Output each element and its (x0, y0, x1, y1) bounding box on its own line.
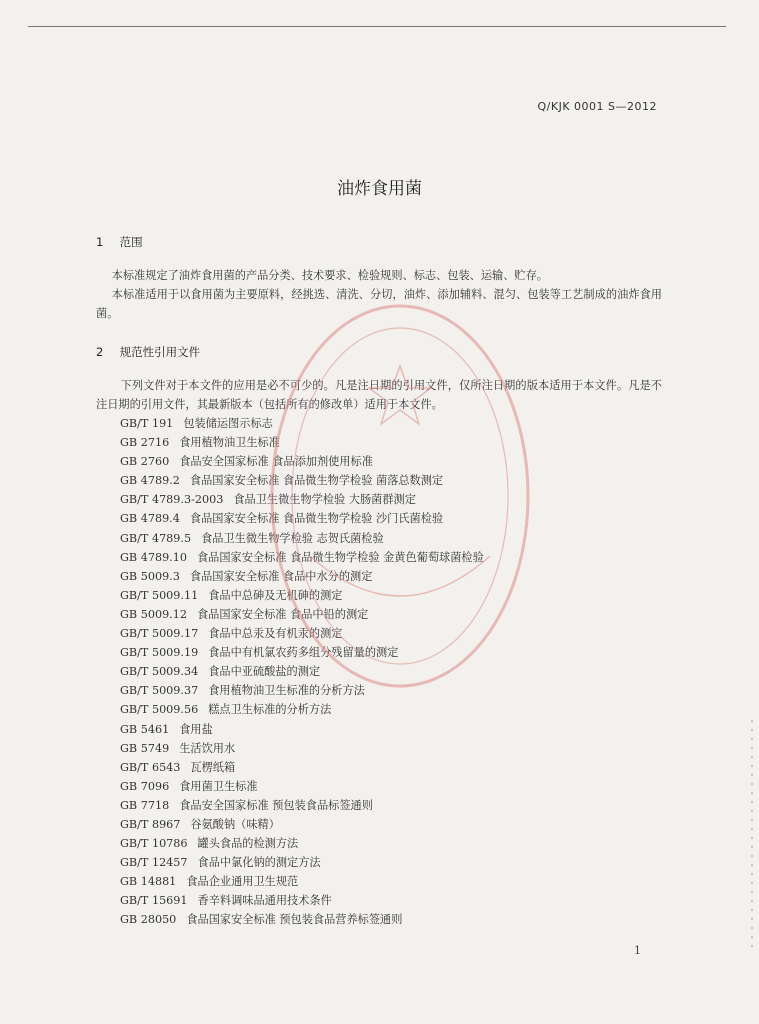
reference-code: GB 5461 (120, 722, 170, 736)
reference-code: GB/T 5009.11 (120, 588, 199, 602)
reference-title: 食品安全国家标准 食品添加剂使用标准 (179, 455, 373, 469)
reference-title: 食品中氯化钠的测定方法 (197, 856, 321, 870)
reference-item (120, 739, 484, 758)
section-2-heading (96, 344, 200, 360)
reference-code: GB/T 5009.56 (120, 703, 199, 717)
reference-item (120, 548, 484, 567)
reference-item (120, 891, 484, 910)
reference-code: GB/T 15691 (120, 894, 188, 908)
reference-title: 食用菌卫生标准 (179, 779, 258, 793)
reference-title: 食品国家安全标准 食品中水分的测定 (189, 569, 373, 583)
section-1-heading (96, 234, 143, 250)
section-1-paragraph-1: 本标准规定了油炸食用菌的产品分类、技术要求、检验规则、标志、包装、运输、贮存。 (111, 269, 548, 282)
reference-item (120, 834, 484, 853)
reference-item (120, 624, 484, 643)
header-rule (28, 26, 726, 27)
reference-title: 食用植物油卫生标准的分析方法 (208, 684, 365, 698)
reference-item (120, 605, 484, 624)
reference-item (120, 815, 484, 834)
reference-item (120, 471, 484, 490)
reference-code: GB/T 5009.34 (120, 665, 199, 679)
section-1-paragraph-2: 本标准适用于以食用菌为主要原料，经挑选、清洗、分切，油炸、添加辅料、混匀、包装等工艺制成的油炸食用菌。 (96, 288, 662, 320)
reference-code: GB 2760 (120, 455, 170, 469)
reference-list (120, 414, 484, 930)
reference-title: 食品中有机氯农药多组分残留量的测定 (208, 646, 399, 660)
reference-item (120, 720, 484, 739)
section-1-title: 范围 (119, 235, 143, 249)
reference-code: GB/T 5009.19 (120, 646, 199, 660)
reference-title: 食用植物油卫生标准 (179, 436, 280, 450)
reference-code: GB 2716 (120, 436, 170, 450)
reference-code: GB 5009.3 (120, 569, 180, 583)
reference-item (120, 853, 484, 872)
reference-code: GB 5749 (120, 741, 170, 755)
reference-code: GB/T 5009.17 (120, 627, 199, 641)
section-1-number: 1 (96, 235, 104, 249)
reference-item (120, 910, 484, 929)
reference-code: GB/T 10786 (120, 837, 188, 851)
reference-item (120, 567, 484, 586)
reference-code: GB 5009.12 (120, 607, 187, 621)
reference-title: 包装储运图示标志 (183, 417, 273, 430)
scan-edge-dots (751, 720, 753, 950)
reference-code: GB 4789.2 (120, 474, 180, 488)
reference-title: 食品中总砷及无机砷的测定 (208, 588, 343, 602)
page-number: 1 (634, 944, 641, 957)
reference-item (120, 490, 484, 509)
reference-item (120, 433, 484, 452)
reference-code: GB/T 4789.3-2003 (120, 493, 224, 507)
reference-code: GB 4789.10 (120, 550, 187, 564)
reference-item (120, 414, 484, 433)
reference-item (120, 452, 484, 471)
reference-item (120, 681, 484, 700)
reference-code: GB 14881 (120, 875, 177, 889)
reference-title: 食品国家安全标准 食品微生物学检验 菌落总数测定 (189, 474, 444, 488)
reference-title: 食品中总汞及有机汞的测定 (208, 627, 343, 641)
reference-title: 糕点卫生标准的分析方法 (208, 703, 332, 717)
reference-title: 食品企业通用卫生规范 (186, 875, 299, 889)
reference-item (120, 509, 484, 528)
reference-title: 食品国家安全标准 食品微生物学检验 沙门氏菌检验 (189, 512, 444, 526)
reference-title: 谷氨酸钠（味精） (190, 817, 280, 831)
reference-code: GB 28050 (120, 913, 177, 927)
reference-item (120, 529, 484, 548)
reference-code: GB/T 6543 (120, 760, 181, 774)
reference-title: 香辛料调味品通用技术条件 (197, 894, 332, 908)
reference-item (120, 796, 484, 815)
reference-title: 罐头食品的检测方法 (197, 837, 299, 851)
reference-title: 食品国家安全标准 食品微生物学检验 金黄色葡萄球菌检验 (196, 550, 484, 564)
reference-title: 食品卫生微生物学检验 志贺氏菌检验 (201, 531, 384, 545)
reference-code: GB 4789.4 (120, 512, 180, 526)
reference-code: GB/T 8967 (120, 817, 181, 831)
reference-item (120, 643, 484, 662)
reference-item (120, 700, 484, 719)
reference-code: GB 7096 (120, 779, 170, 793)
reference-item (120, 586, 484, 605)
reference-item (120, 758, 484, 777)
document-title: 油炸食用菌 (337, 179, 422, 199)
reference-title: 瓦楞纸箱 (190, 760, 236, 774)
reference-title: 食品安全国家标准 预包装食品标签通则 (179, 798, 373, 812)
reference-title: 食品国家安全标准 食品中铅的测定 (196, 607, 369, 621)
reference-code: GB/T 191 (120, 417, 174, 430)
reference-title: 食品中亚硫酸盐的测定 (208, 665, 321, 679)
reference-item (120, 662, 484, 681)
reference-title: 食品卫生微生物学检验 大肠菌群测定 (233, 493, 416, 507)
reference-code: GB/T 5009.37 (120, 684, 199, 698)
reference-title: 生活饮用水 (179, 741, 236, 755)
reference-title: 食用盐 (179, 722, 213, 736)
reference-code: GB 7718 (120, 798, 170, 812)
section-2-title: 规范性引用文件 (119, 345, 201, 359)
section-2-intro: 下列文件对于本文件的应用是必不可少的。凡是注日期的引用文件，仅所注日期的版本适用于本文件。凡是不注日期的引用文件，其最新版本（包括所有的修改单）适用于本文件。 (96, 379, 662, 411)
reference-item (120, 872, 484, 891)
reference-code: GB/T 4789.5 (120, 531, 192, 545)
section-2-number: 2 (96, 345, 104, 359)
reference-title: 食品国家安全标准 预包装食品营养标签通则 (186, 913, 403, 927)
standard-code: Q/KJK 0001 S—2012 (537, 100, 657, 113)
reference-item (120, 777, 484, 796)
reference-code: GB/T 12457 (120, 856, 188, 870)
